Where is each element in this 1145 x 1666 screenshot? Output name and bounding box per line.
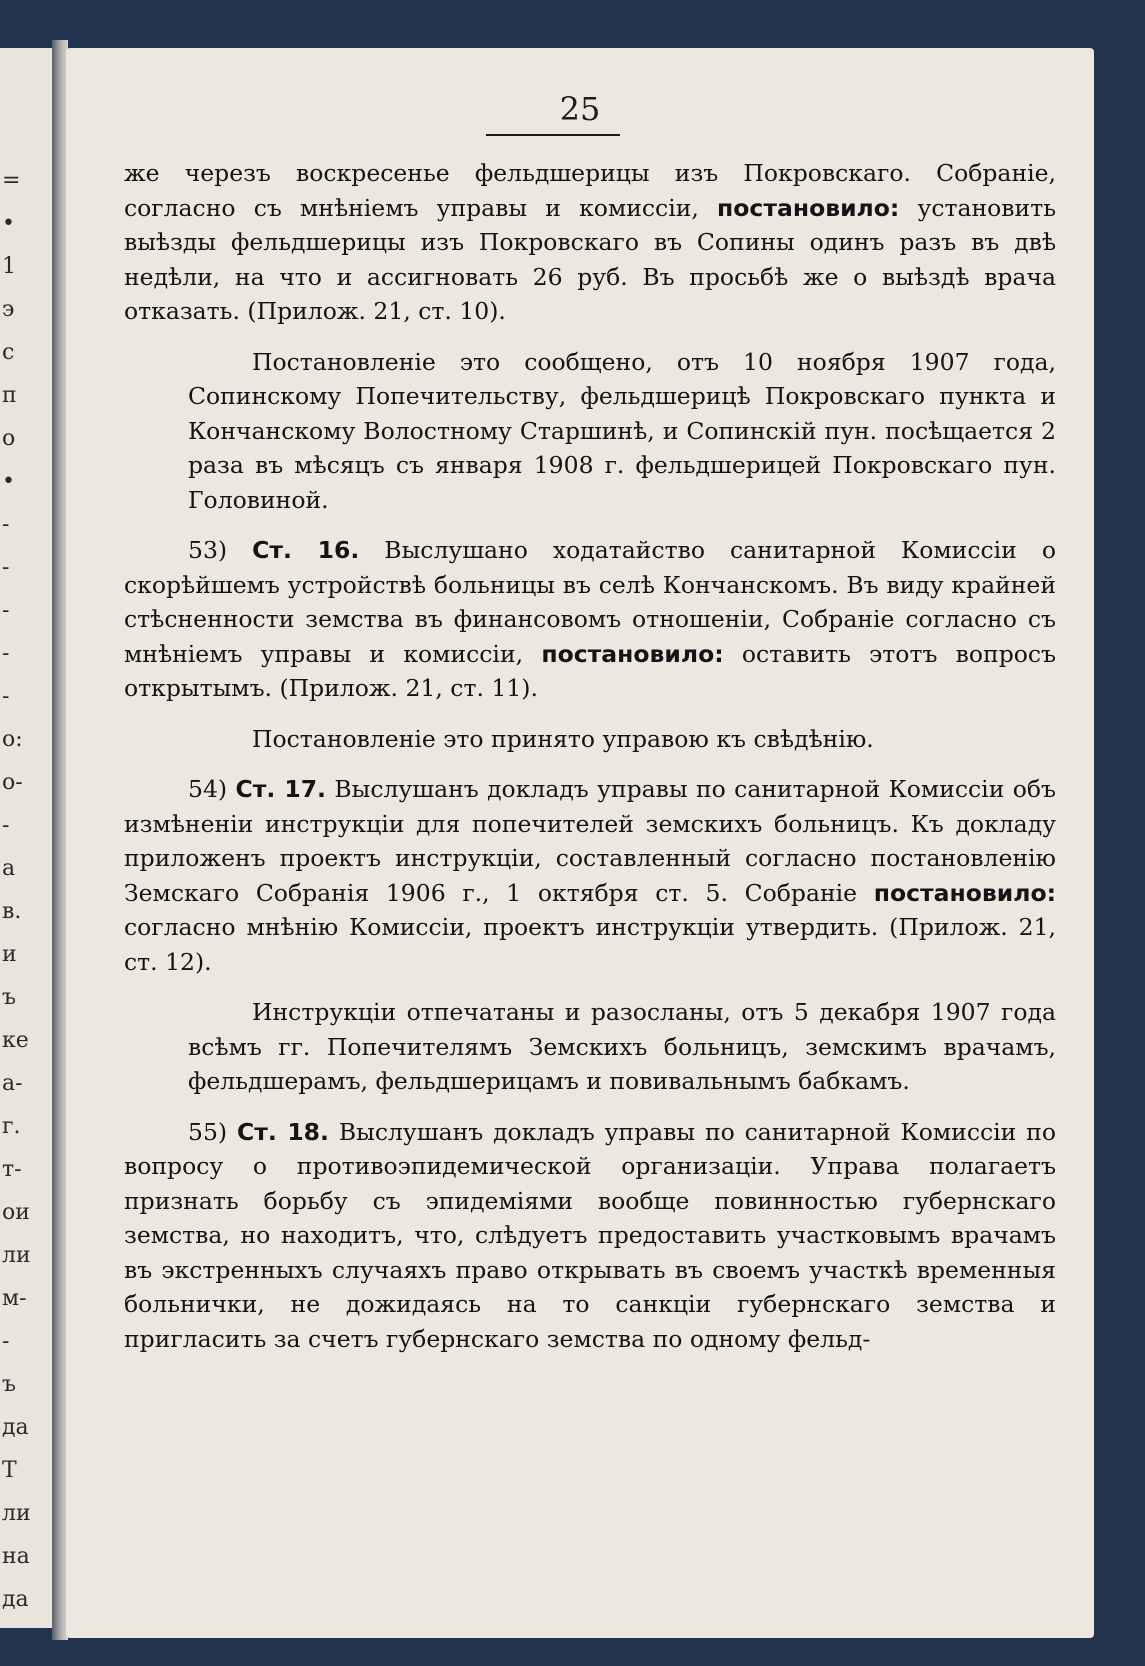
left-page-text-fragment: - (2, 813, 10, 838)
notice-text: Постановленіе это принято управою къ свѣдѣнію. (252, 724, 874, 753)
left-page-text-fragment: т- (2, 1157, 22, 1182)
left-page-text-fragment: - (2, 641, 10, 666)
paragraph-item-54: 54) Ст. 17. Выслушанъ докладъ управы по санитарной Комиссіи объ измѣненіи инструкціи для попечителей земскихъ больницъ. Къ докладу приложенъ проектъ инструкціи, составленный согласно постановленію Земскаго Собранія 1906 г., 1 октября ст. 5. Собраніе постановило: согласно мнѣнію Комиссіи, проектъ инструкціи утвердить. (Прилож. 21, ст. 12). (124, 775, 1056, 976)
left-page-text-fragment: с (2, 340, 15, 365)
left-page-text-fragment: - (2, 1329, 10, 1354)
book-page (66, 48, 1094, 1638)
left-page-text-fragment: • (2, 469, 15, 494)
left-page-text-fragment: а (2, 856, 16, 881)
bold-keyword: Ст. 16. (252, 536, 360, 564)
left-page-text-fragment: м- (2, 1286, 27, 1311)
left-page-text-fragment: ои (2, 1200, 30, 1225)
left-page-text-fragment: г. (2, 1114, 21, 1139)
left-page-text-fragment: ъ (2, 1372, 16, 1397)
left-page-text-fragment: и (2, 942, 17, 967)
left-page-text-fragment: - (2, 684, 10, 709)
page-number: 25 (559, 90, 601, 128)
left-page-text-fragment: о (2, 426, 16, 451)
bold-keyword: Ст. 18. (236, 1117, 329, 1146)
paragraph-item-55: 55) Ст. 18. Выслушанъ докладъ управы по санитарной Комиссіи по вопросу о противоэпидемической организаціи. Управа полагаетъ признать борьбу съ эпидеміями вообще повинностью губернскаго земства, но находитъ, что, слѣдуетъ предоставить участковымъ врачамъ въ экстренныхъ случаяхъ право открывать въ своемъ участкѣ временныя больнички, не дожидаясь на то санкціи губернскаго земства и пригласить за счетъ губернскаго земства по одному фельд- (124, 1117, 1056, 1353)
left-page-text-fragment: да (2, 1587, 29, 1612)
bold-keyword: постановило: (717, 193, 900, 222)
bold-keyword: постановило: (541, 639, 724, 668)
left-page-text-fragment: - (2, 555, 10, 580)
notice-text: Постановленіе это сообщено, отъ 10 ноября 1907 года, Сопинскому Попечительству, фельдшерицѣ Покровскаго пункта и Кончанскому Волостному Старшинѣ, и Сопинскій пун. посѣщается 2 раза въ мѣсяцъ съ января 1908 г. фельдшерицей Покровскаго пун. Головиной. (188, 347, 1056, 514)
left-page-text-fragment: в. (2, 899, 22, 924)
left-page-text-fragment: э (2, 297, 15, 322)
left-page-text-fragment: п (2, 383, 17, 408)
header-rule (486, 134, 620, 136)
paragraph-item-53: 53) Ст. 16. Выслушано ходатайство санитарной Комиссіи о скорѣйшемъ устройствѣ больницы въ селѣ Кончанскомъ. Въ виду крайней стѣсненности земства въ финансовомъ отношеніи, Собраніе согласно съ мнѣніемъ управы и комиссіи, постановило: оставить этотъ вопросъ открытымъ. (Прилож. 21, ст. 11). (124, 536, 1057, 702)
left-page-text-fragment: о- (2, 770, 23, 795)
left-page-text-fragment: ли (2, 1243, 31, 1268)
resolution-notice (124, 995, 1056, 1099)
bold-keyword: Ст. 17. (235, 775, 326, 803)
left-page-edge (0, 48, 52, 1628)
left-page-text-fragment: • (2, 211, 15, 236)
left-page-text-fragment: а- (2, 1071, 23, 1096)
notice-text: Инструкціи отпечатаны и разосланы, отъ 5 декабря 1907 года всѣмъ гг. Попечителямъ Земскихъ больницъ, земскимъ врачамъ, фельдшерамъ, фельдшерицамъ и повивальнымъ бабкамъ. (188, 998, 1056, 1095)
bold-keyword: постановило: (873, 878, 1056, 907)
left-page-text-fragment: да (2, 1415, 29, 1440)
resolution-notice (124, 345, 1056, 518)
resolution-notice (124, 722, 1056, 757)
left-page-text-fragment: на (2, 1544, 30, 1569)
left-page-text-fragment: Т (2, 1458, 17, 1483)
left-page-text-fragment: - (2, 598, 10, 623)
body-text (124, 156, 1056, 1356)
left-page-text-fragment: ке (2, 1028, 29, 1053)
left-page-text-fragment: = (2, 168, 21, 193)
left-page-text-fragment: ли (2, 1501, 31, 1526)
left-page-text-fragment: ъ (2, 985, 16, 1010)
left-page-text-fragment: 1 (2, 254, 16, 279)
paragraph-continuation: же черезъ воскресенье фельдшерицы изъ Покровскаго. Собраніе, согласно съ мнѣніемъ управы и комиссіи, постановило: установить выѣзды фельдшерицы изъ Покровскаго въ Сопины одинъ разъ въ двѣ недѣли, на что и ассигновать 26 руб. Въ просьбѣ же о выѣздѣ врача отказать. (Прилож. 21, ст. 10). (124, 159, 1056, 325)
left-page-text-fragment: о: (2, 727, 23, 752)
left-page-text-fragment: - (2, 512, 10, 537)
